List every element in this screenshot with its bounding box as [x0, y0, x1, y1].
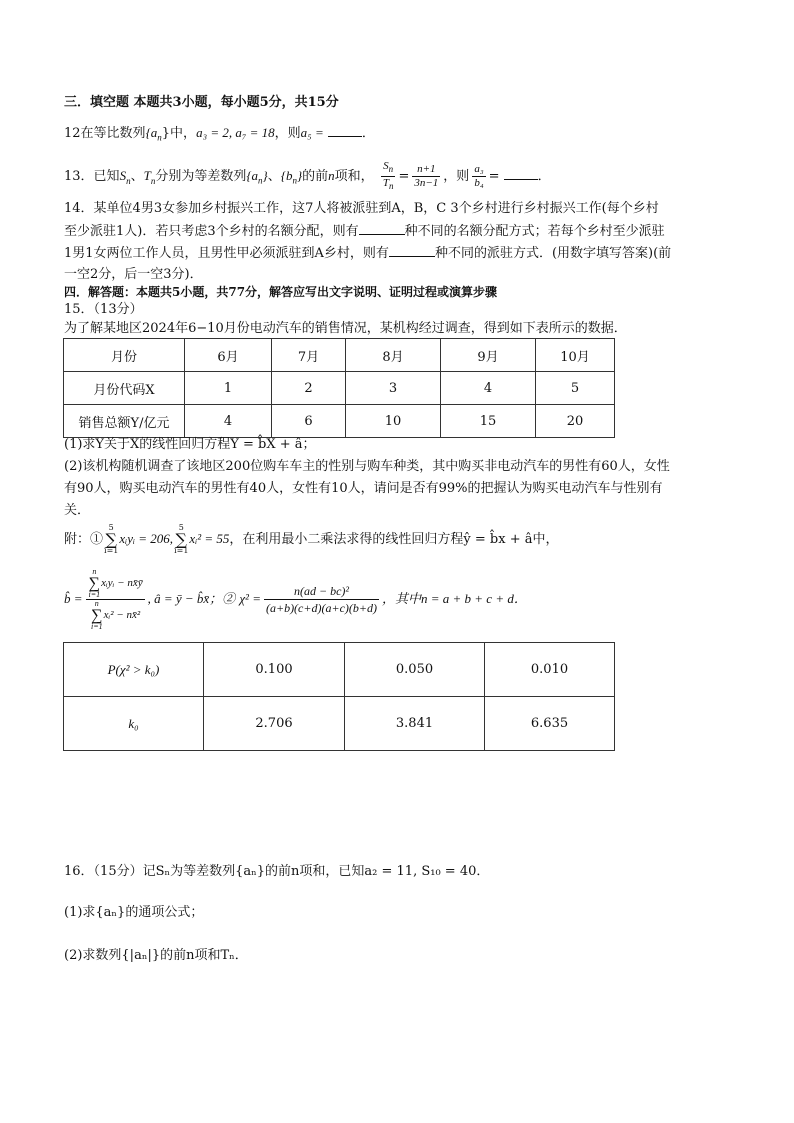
q12-answer-blank	[328, 122, 362, 137]
table-row	[64, 643, 615, 697]
q13-end: ．	[537, 169, 551, 185]
q13-ratio-rhs: $\frac{n+1}{3n-1}$	[414, 163, 439, 190]
table-cell: 销售总额Y/亿元	[64, 405, 185, 438]
q16-part-1: (1)求{aₙ}的通项公式；	[64, 905, 204, 920]
table-cell: 6	[272, 405, 346, 438]
q13-answer-blank	[504, 165, 538, 180]
q15-part-2-line-1: (2)该机构随机调查了该地区200位购车车主的性别与购车种类，其中购买非电动汽车的男性有60人，女性	[64, 459, 670, 474]
table-cell: 0.050	[345, 643, 485, 697]
table-cell: k₀	[64, 697, 204, 751]
table-cell: P(χ² > k₀)	[64, 643, 204, 697]
q12-text-c: ，则	[274, 126, 301, 141]
q15-appendix-1	[64, 524, 559, 555]
table-cell: 9月	[441, 339, 536, 372]
critical-value-table	[63, 642, 615, 751]
q13-ratio-lhs: $\frac{S_n}{T_n}$	[382, 160, 394, 192]
q12-number: 12	[64, 126, 81, 141]
table-row	[64, 372, 615, 405]
table-cell: 2.706	[204, 697, 345, 751]
b-hat-label: b̂ =	[64, 591, 83, 606]
b-hat-formula: n ∑ i=1xᵢyᵢ − nx̄ȳ n ∑ i=1xᵢ² − nx̄²	[86, 568, 145, 631]
sum1-expression: xᵢyᵢ = 206,	[119, 531, 174, 546]
q14-line-3	[64, 242, 671, 265]
chi-square-tail: ，其中n = a + b + c + d．	[381, 591, 527, 606]
table-row	[64, 697, 615, 751]
table-cell: 0.010	[485, 643, 615, 697]
sum-symbol: 5 ∑ i=1	[104, 523, 119, 555]
q15-intro: 为了解某地区2024年6−10月份电动汽车的销售情况，某机构经过调查，得到如下表所示的数据．	[64, 321, 627, 336]
q15-appendix-2	[64, 568, 527, 631]
table-cell: 4	[441, 372, 536, 405]
table-cell: 7月	[272, 339, 346, 372]
q14-line-3-b: 种不同的派驻方式．(用数字填写答案)(前	[434, 246, 672, 261]
q13-text-a: 已知	[93, 169, 120, 185]
section4-header: 四．解答题：本题共5小题，共77分，解答应写出文字说明、证明过程或演算步骤	[64, 285, 498, 299]
q13-t-sub: n	[150, 175, 156, 186]
q14-line-1: 14．某单位4男3女参加乡村振兴工作，这7人将被派驻到A，B，C 3个乡村进行乡村振兴工作(每个乡村	[64, 201, 659, 216]
table-cell: 10	[346, 405, 441, 438]
q12-condition: a₃ = 2, a₇ = 18	[196, 125, 275, 140]
q14-line-2-a: 至少派驻1人)．若只考虑3个乡村的名额分配，则有	[64, 224, 359, 239]
q12-seq-sub: n	[157, 132, 162, 143]
table-cell: 3	[346, 372, 441, 405]
q12-ask: a₅ =	[300, 125, 324, 140]
table-cell: 4	[185, 405, 272, 438]
q16-part-2: (2)求数列{|aₙ|}的前n项和Tₙ．	[64, 948, 248, 963]
sales-table	[63, 338, 615, 438]
q15-head: 15．（13分）	[64, 302, 143, 317]
q16-head: 16．（15分）记Sₙ为等差数列{aₙ}的前n项和，已知a₂ = 11, S₁₀ = 40．	[64, 864, 490, 879]
table-row	[64, 339, 615, 372]
q13-text-b: 分别为等差数列	[155, 169, 247, 185]
table-cell: 月份代码X	[64, 372, 185, 405]
table-row	[64, 405, 615, 438]
question-12	[64, 122, 375, 149]
q14-blank-2	[389, 242, 435, 257]
sum-symbol: 5 ∑ i=1	[174, 523, 189, 555]
table-cell: 20	[536, 405, 615, 438]
question-13: 13．已知$S_n$、$T_n$分别为等差数列$\{a_n\}$、$\{b_n\}$的前n项和， $\frac{S_n}{T_n}$ = $\frac{n+1}{3n-1}$ ，则 $\frac{\text{a₃}}{\text{b₄}}$ = ．	[64, 160, 551, 192]
q12-seq-end: }	[161, 126, 171, 141]
table-cell: 1	[185, 372, 272, 405]
chi-square-label: χ² =	[239, 591, 261, 606]
q13-n: n	[328, 168, 335, 184]
q14-line-2-b: 种不同的名额分配方式；若每个乡村至少派驻	[404, 224, 665, 239]
q13-text-e: ，则	[443, 169, 470, 185]
q13-s: S	[119, 168, 127, 184]
q12-end: ．	[361, 126, 375, 141]
q14-line-2	[64, 220, 665, 243]
a-hat-formula: , â = ȳ − b̂x̄；②	[147, 591, 236, 606]
q13-text-c: 的前	[302, 169, 329, 185]
q13-text-d: 项和，	[334, 169, 374, 185]
q15-part-2-line-3: 关．	[64, 503, 91, 518]
table-cell: 15	[441, 405, 536, 438]
table-cell: 月份	[64, 339, 185, 372]
sum2-expression: xᵢ² = 55	[189, 531, 230, 546]
q14-line-4: 一空2分，后一空3分)．	[64, 267, 203, 282]
q13-t: T	[143, 168, 151, 184]
q13-number: 13．	[64, 169, 94, 185]
q14-blank-1	[359, 220, 405, 235]
q13-ask-fraction: $\frac{\text{a₃}}{\text{b₄}}$	[474, 163, 484, 190]
q12-seq: {a	[145, 125, 158, 140]
table-cell: 5	[536, 372, 615, 405]
table-cell: 10月	[536, 339, 615, 372]
table-cell: 2	[272, 372, 346, 405]
q15-part-2-line-2: 有90人，购买电动汽车的男性有40人，女性有10人，请问是否有99%的把握认为购买电动汽车与性别有	[64, 481, 663, 496]
table-cell: 6月	[185, 339, 272, 372]
q13-s-sub: n	[126, 175, 131, 186]
table-cell: 0.100	[204, 643, 345, 697]
q14-line-3-a: 1男1女两位工作人员，且男性甲必须派驻到A乡村，则有	[64, 246, 389, 261]
appendix-label: 附：①	[64, 532, 104, 547]
q12-text-a: 在等比数列	[80, 126, 146, 141]
table-cell: 6.635	[485, 697, 615, 751]
q15-part-1: (1)求Y关于X的线性回归方程Y = b̂X + â；	[64, 437, 316, 452]
section3-header: 三．填空题 本题共3小题，每小题5分，共15分	[64, 95, 339, 110]
table-cell: 8月	[346, 339, 441, 372]
chi-square-formula: $\frac{\text{n(ad − bc)²}}{(a+b)(c+d)(a+c)(b+d)}$	[265, 584, 377, 615]
q12-text-b: 中，	[170, 126, 197, 141]
appendix-text: ，在利用最小二乘法求得的线性回归方程ŷ = b̂x + â中，	[229, 532, 559, 547]
table-cell: 3.841	[345, 697, 485, 751]
